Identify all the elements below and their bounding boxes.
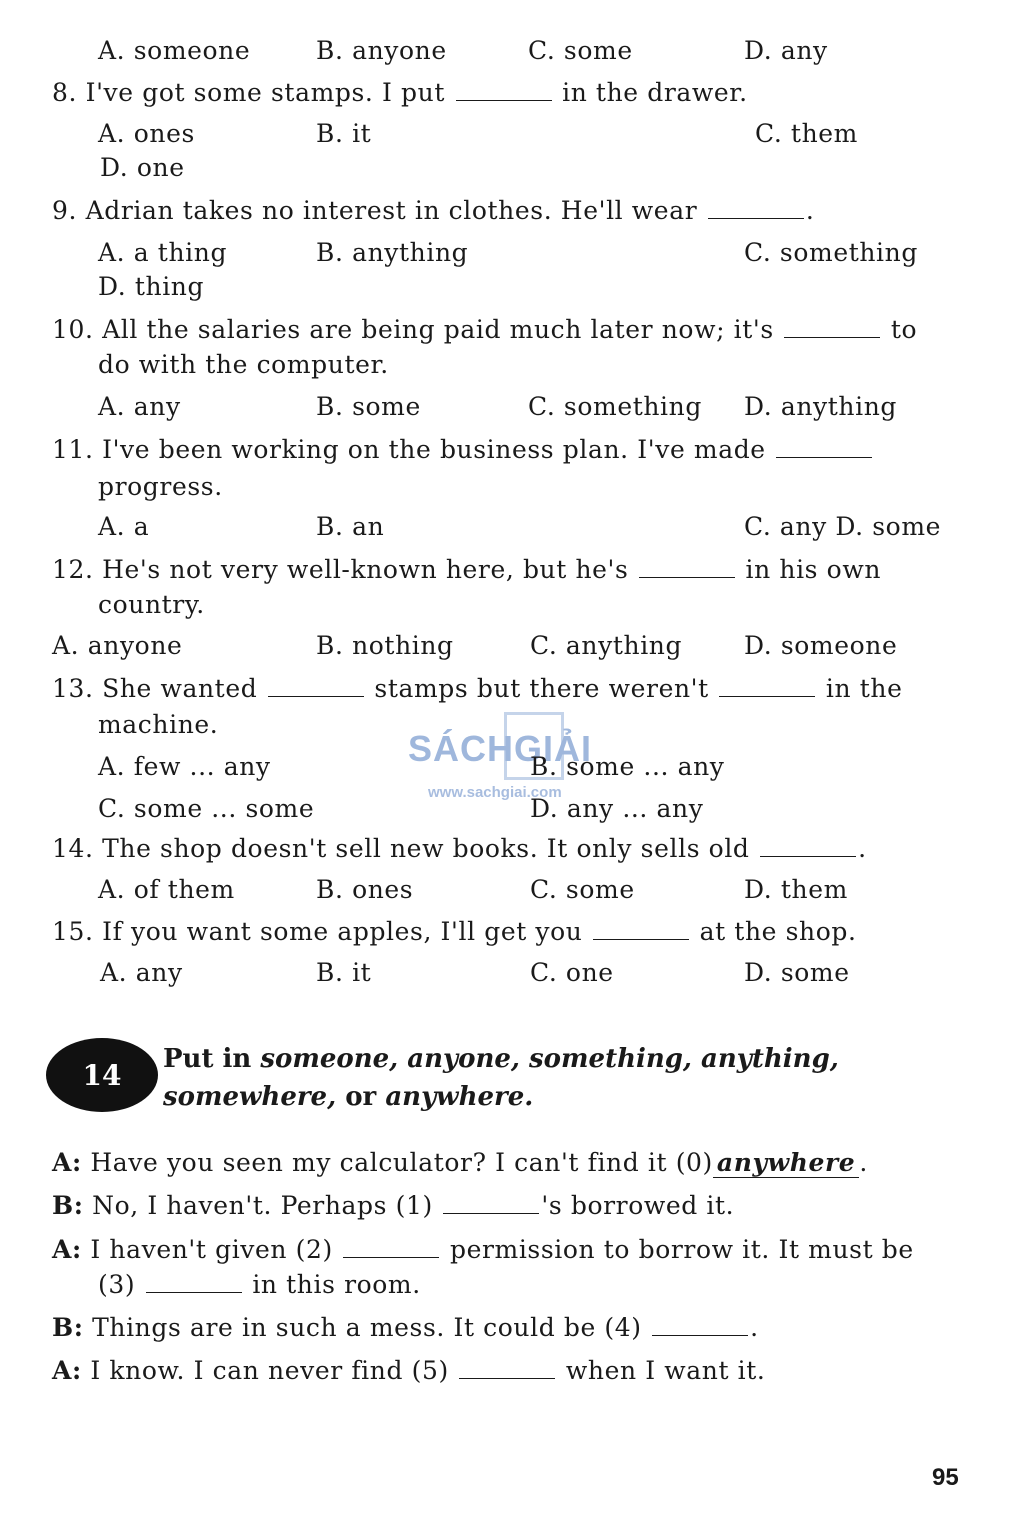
exercise-instruction-line1: [163, 1042, 839, 1076]
instruction-put-in: Put in: [163, 1044, 252, 1074]
q12-option-c: C. anything: [530, 631, 683, 660]
watermark-url: www.sachgiai.com: [428, 784, 562, 801]
q14-text-post: .: [858, 834, 867, 863]
q11-stem: [52, 435, 874, 465]
q15-option-d: D. some: [744, 958, 850, 987]
q8-number: 8.: [52, 78, 78, 107]
q9-blank: [708, 198, 804, 219]
q11-blank: [776, 437, 872, 458]
q12-blank: [639, 557, 735, 578]
q10-option-b: B. some: [316, 392, 421, 421]
q13-text-post: in the: [825, 674, 903, 703]
q15-option-c: C. one: [530, 958, 614, 987]
instruction-anywhere: anywhere.: [385, 1082, 534, 1112]
instruction-or: or: [345, 1082, 377, 1112]
q9-number: 9.: [52, 196, 78, 225]
q10-option-d: D. anything: [744, 392, 898, 421]
speaker-a: A:: [52, 1235, 82, 1264]
q9-option-d: D. thing: [98, 272, 205, 301]
q8-text-pre: I've got some stamps. I put: [85, 78, 445, 107]
q7-option-b: B. anyone: [316, 36, 447, 65]
dialogue-line-5-text: I know. I can never find (5): [90, 1356, 449, 1385]
dialogue-line-3-label: (3): [98, 1270, 136, 1299]
exercise-instruction-line2: [163, 1080, 533, 1114]
q15-option-a: A. any: [100, 958, 183, 987]
q14-stem: [52, 834, 867, 864]
q14-text-pre: The shop doesn't sell new books. It only sells old: [102, 834, 750, 863]
q12-text-pre: He's not very well-known here, but he's: [102, 555, 629, 584]
q13-stem: [52, 674, 902, 704]
q9-text-pre: Adrian takes no interest in clothes. He'll wear: [85, 196, 698, 225]
q13-stem-line2: machine.: [98, 710, 219, 739]
dialogue-line-4-text: Things are in such a mess. It could be (4): [92, 1313, 642, 1342]
q12-option-b: B. nothing: [316, 631, 454, 660]
q10-text-pre: All the salaries are being paid much later now; it's: [102, 315, 774, 344]
blank-1: [443, 1193, 539, 1214]
example-answer: anywhere: [713, 1148, 859, 1178]
q11-option-b: B. an: [316, 512, 385, 541]
q10-stem: [52, 315, 917, 345]
speaker-b: B:: [52, 1313, 84, 1342]
q14-option-a: A. of them: [98, 875, 235, 904]
speaker-a: A:: [52, 1356, 82, 1385]
q10-option-a: A. any: [98, 392, 181, 421]
q9-option-c: C. something: [744, 238, 918, 267]
q10-blank: [784, 317, 880, 338]
q10-stem-line2: do with the computer.: [98, 350, 389, 379]
dialogue-line-2-text: I haven't given (2): [90, 1235, 333, 1264]
dialogue-line-1-text: No, I haven't. Perhaps (1): [92, 1191, 433, 1220]
q8-option-b: B. it: [316, 119, 372, 148]
q13-text-pre: She wanted: [102, 674, 258, 703]
speaker-a: A:: [52, 1148, 82, 1177]
q12-stem-line2: country.: [98, 590, 205, 619]
q15-stem: [52, 917, 857, 947]
page-number: 95: [932, 1464, 959, 1491]
dialogue-line-0-text: Have you seen my calculator? I can't find it (0): [90, 1148, 713, 1177]
q7-option-a: A. someone: [98, 36, 251, 65]
q11-option-cd: C. any D. some: [744, 512, 942, 541]
instruction-word-list: someone, anyone, something, anything,: [260, 1044, 839, 1074]
dialogue-line-0-end: .: [859, 1148, 868, 1177]
q8-option-d: D. one: [100, 153, 185, 182]
q14-option-b: B. ones: [316, 875, 414, 904]
q14-option-d: D. them: [744, 875, 848, 904]
q11-text-pre: I've been working on the business plan. I've made: [102, 435, 766, 464]
q12-text-post: in his own: [745, 555, 882, 584]
q12-number: 12.: [52, 555, 94, 584]
q9-text-post: .: [805, 196, 815, 225]
blank-2: [343, 1237, 439, 1258]
speaker-b: B:: [52, 1191, 84, 1220]
watermark-brand: SÁCHGIẢI: [408, 728, 593, 769]
q8-option-c: C. them: [755, 119, 858, 148]
q8-option-a: A. ones: [98, 119, 195, 148]
dialogue-line-5-end: when I want it.: [565, 1356, 766, 1385]
q12-option-a: A. anyone: [52, 631, 183, 660]
q10-number: 10.: [52, 315, 94, 344]
q14-blank: [760, 836, 856, 857]
q13-number: 13.: [52, 674, 94, 703]
q7-option-d: D. any: [744, 36, 828, 65]
q15-text-pre: If you want some apples, I'll get you: [102, 917, 583, 946]
q9-option-b: B. anything: [316, 238, 469, 267]
q10-option-c: C. something: [528, 392, 702, 421]
q15-text-post: at the shop.: [699, 917, 857, 946]
q8-stem: [52, 78, 748, 108]
q15-number: 15.: [52, 917, 94, 946]
q11-number: 11.: [52, 435, 94, 464]
dialogue-line-2-cont: [98, 1270, 421, 1300]
dialogue-line-1: [52, 1191, 734, 1221]
dialogue-line-1-end: 's borrowed it.: [541, 1191, 735, 1220]
blank-5: [459, 1358, 555, 1379]
q12-stem: [52, 555, 881, 585]
dialogue-line-5: [52, 1356, 765, 1386]
q15-option-b: B. it: [316, 958, 372, 987]
q8-text-post: in the drawer.: [562, 78, 748, 107]
exercise-number: 14: [82, 1058, 122, 1092]
q7-option-c: C. some: [528, 36, 633, 65]
q10-text-post: to: [890, 315, 918, 344]
dialogue-line-2: [52, 1235, 914, 1265]
q13-option-c: C. some ... some: [98, 794, 315, 823]
q11-stem-line2: progress.: [98, 472, 223, 501]
dialogue-line-4-end: .: [750, 1313, 759, 1342]
blank-3: [146, 1272, 242, 1293]
dialogue-line-4: [52, 1313, 759, 1343]
q13-blank-1: [268, 676, 364, 697]
q9-stem: [52, 196, 814, 226]
q13-blank-2: [719, 676, 815, 697]
dialogue-line-0: [52, 1148, 868, 1178]
q14-number: 14.: [52, 834, 94, 863]
q13-text-mid: stamps but there weren't: [374, 674, 709, 703]
q9-option-a: A. a thing: [98, 238, 228, 267]
q15-blank: [593, 919, 689, 940]
instruction-somewhere: somewhere,: [163, 1082, 337, 1112]
q13-option-b: B. some ... any: [530, 752, 725, 781]
q13-option-a: A. few ... any: [98, 752, 271, 781]
exercise-number-badge: [46, 1038, 158, 1112]
dialogue-line-3-end: in this room.: [252, 1270, 421, 1299]
dialogue-line-2-end: permission to borrow it. It must be: [449, 1235, 914, 1264]
q8-blank: [456, 80, 552, 101]
blank-4: [652, 1315, 748, 1336]
q13-option-d: D. any ... any: [530, 794, 704, 823]
q14-option-c: C. some: [530, 875, 635, 904]
q12-option-d: D. someone: [744, 631, 898, 660]
q11-option-a: A. a: [98, 512, 150, 541]
